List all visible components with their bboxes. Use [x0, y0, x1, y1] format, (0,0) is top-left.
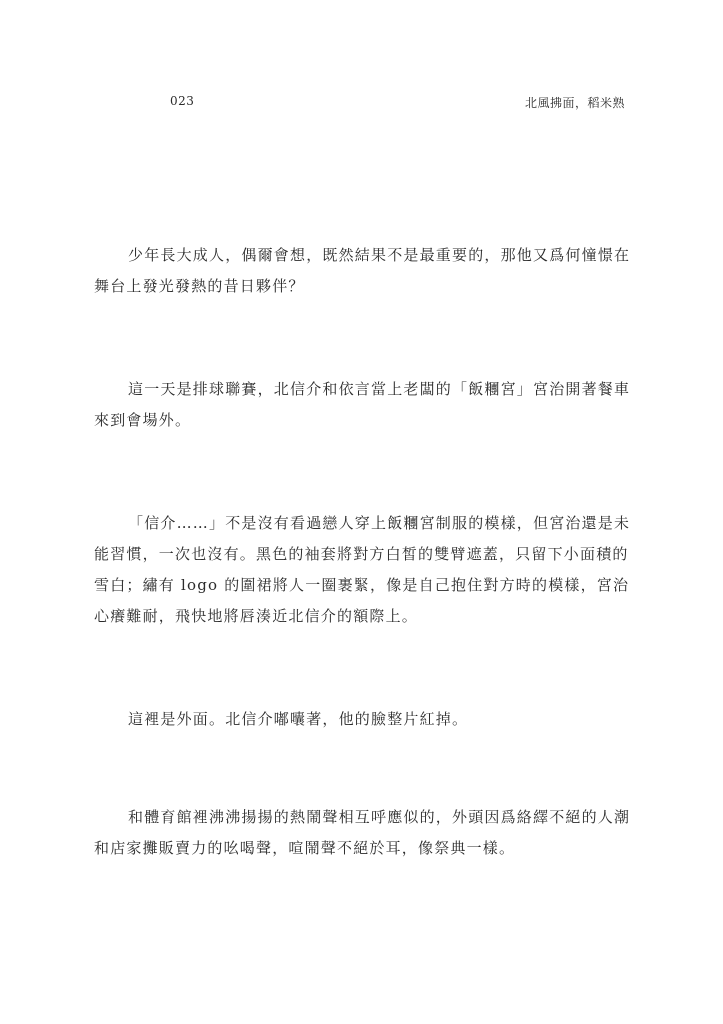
- paragraph-text: 和體育館裡沸沸揚揚的熱鬧聲相互呼應似的，外頭因爲絡繹不絕的人潮和店家攤販賣力的吆喝聲，喧鬧聲不絕於耳，像祭典一樣。: [94, 808, 631, 857]
- paragraph-2: [94, 374, 636, 436]
- page-number: 023: [170, 94, 195, 108]
- paragraph-text: 少年長大成人，偶爾會想，既然結果不是最重要的，那他又爲何憧憬在舞台上發光發熱的昔日夥伴？: [94, 246, 631, 295]
- running-title: 北風拂面，稻米熟: [524, 96, 625, 110]
- paragraph-4: [94, 704, 636, 735]
- paragraph-text: 這一天是排球聯賽，北信介和依言當上老闆的「飯糰宮」宮治開著餐車來到會場外。: [94, 380, 631, 429]
- paragraph-text: 這裡是外面。北信介嘟囔著，他的臉整片紅掉。: [128, 710, 469, 728]
- paragraph-3: [94, 508, 636, 632]
- paragraph-text: 「信介……」不是沒有看過戀人穿上飯糰宮制服的模樣，但宮治還是未能習慣，一次也沒有。黑色的袖套將對方白皙的雙臂遮蓋，只留下小面積的雪白；繡有 logo 的圍裙將人一圈裹緊，像是自己抱住對方時的模樣，宮治心癢難耐，飛快地將唇湊近北信介的額際上。: [94, 514, 631, 625]
- paragraph-5: [94, 802, 636, 864]
- paragraph-1: [94, 240, 636, 302]
- page-header: [0, 94, 723, 114]
